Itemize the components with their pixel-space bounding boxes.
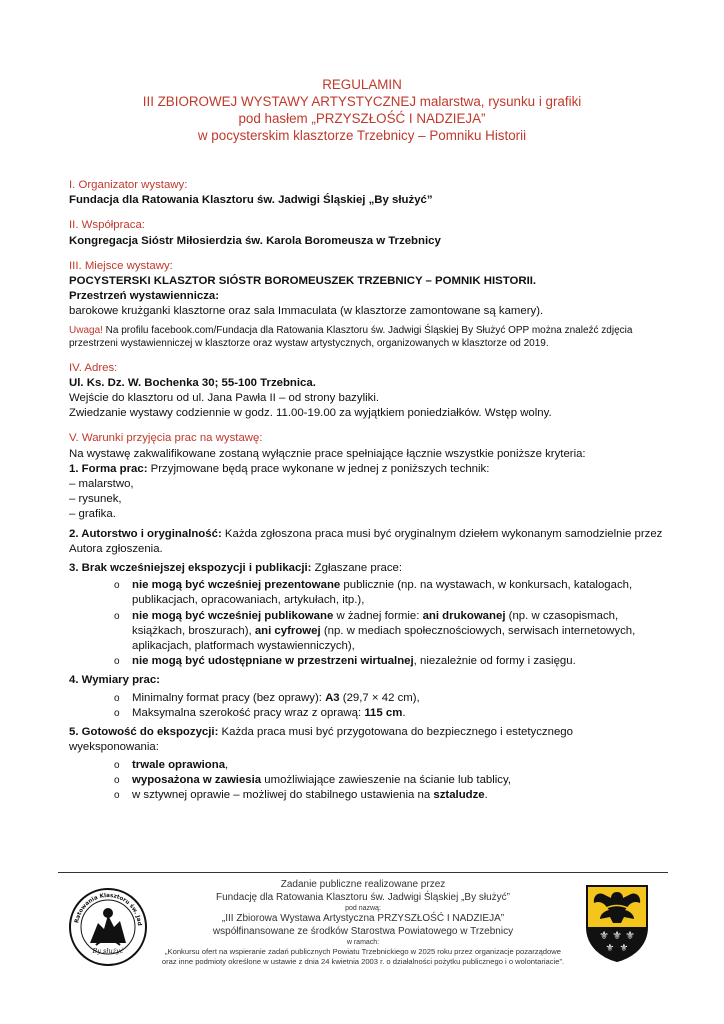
county-crest [584,883,650,963]
title-line-4: w pocysterskim klasztorze Trzebnicy – Pomniku Historii [197,128,527,143]
title-line-3: pod hasłem „PRZYSZŁOŚĆ I NADZIEJA” [238,111,486,126]
title-line-2: III ZBIOROWEJ WYSTAWY ARTYSTYCZNEJ malarstwa, rysunku i grafiki [142,94,582,109]
point-3 [69,561,665,576]
foundation-seal-icon [68,887,148,967]
list-item: o w sztywnej oprawie – możliwej do stabilnego ustawienia na sztaludze. [132,788,665,803]
funding-line-7: „Konkursu ofert na wspieranie zadań publicznych Powiatu Trzebnickiego w 2025 roku przez organizacje pozarządowe oraz inne podmioty określone w ustawie z dnia 24 kwietnia 2003 r. o działalności pożytku publicznego i o wolontariacie”. [161,947,565,966]
point-5-list [69,758,665,804]
cooperation-name: Kongregacja Sióstr Miłosierdzia św. Karola Boromeusza w Trzebnicy [69,234,441,247]
entrance-line: Wejście do klasztoru od ul. Jana Pawła II – od strony bazyliki. [69,392,380,405]
funding-footer [58,872,668,979]
point-4-label: 4. Wymiary prac: [69,674,160,687]
funding-line-3: pod nazwą: [345,905,381,912]
funding-line-4: „III Zbiorowa Wystawa Artystyczna PRZYSZŁOŚĆ I NADZIEJA” [221,913,505,924]
list-item: o nie mogą być wcześniej publikowane w żadnej formie: ani drukowanej (np. w czasopismach, książkach, broszurach), ani cyfrowej (np. w mediach społecznościowych, serwisach internetowych, aplikacjach, platformach wystawienniczych), [132,609,665,655]
note-label: Uwaga! [69,324,103,336]
svg-text:⚜: ⚜ [625,929,635,942]
point-4-list [69,691,665,721]
funding-line-5: współfinansowane ze środków Starostwa Powiatowego w Trzebnicy [212,925,514,937]
note-text: Na profilu facebook.com/Fundacja dla Ratowania Klasztoru św. Jadwigi Śląskiej By Służyć OPP można znaleźć zdjęcia przestrzeni wystawienniczej w klasztorze oraz wystaw artystycznych, organizowanych w klasztorze od 2019. [69,324,633,350]
section-1-heading: I. Organizator wystawy: [69,179,188,191]
technique-item: – malarstwo, [69,478,134,491]
list-item: o nie mogą być udostępniane w przestrzeni wirtualnej, niezależnie od formy i zasięgu. [132,654,665,669]
svg-text:Fundacja dla Ratowania Klaszto: Ratowania Klasztoru św. Jad [74,892,143,927]
technique-item: – rysunek, [69,493,122,506]
point-2 [69,527,665,557]
point-2-label: 2. Autorstwo i oryginalność: [69,527,222,540]
address-line: Ul. Ks. Dz. W. Bochenka 30; 55-100 Trzebnica. [69,376,316,389]
svg-text:⚜: ⚜ [599,929,609,942]
funding-line-6: w ramach: [346,939,380,946]
svg-text:By służyć: By służyć [92,947,124,955]
point-2-text: Każda zgłoszona praca musi być oryginalnym dziełem wykonanym samodzielnie przez Autora zgłoszenia. [69,527,663,555]
note-paragraph [69,324,665,351]
point-3-list [69,578,665,669]
exhibition-space-label: Przestrzeń wystawiennicza: [69,290,220,303]
technique-item: – grafika. [69,508,116,521]
point-1 [69,462,665,477]
list-item: o Minimalny format pracy (bez oprawy): A3 (29,7 × 42 cm), [132,691,665,706]
svg-text:⚜: ⚜ [619,943,629,954]
point-3-label: 3. Brak wcześniejszej ekspozycji i publikacji: [69,562,312,575]
conditions-intro: Na wystawę zakwalifikowane zostaną wyłącznie prace spełniające łącznie wszystkie poniższe kryteria: [69,447,586,460]
point-3-text: Zgłaszane prace: [311,562,403,575]
section-2-heading: II. Współpraca: [69,219,145,232]
svg-text:⚜: ⚜ [612,929,622,942]
point-5-label: 5. Gotowość do ekspozycji: [69,726,219,739]
point-1-text: Przyjmowane będą prace wykonane w jednej z poniższych technik: [147,462,490,475]
list-item: o wyposażona w zawiesia umożliwiające zawieszenie na ścianie lub tablicy, [132,773,665,788]
funding-line-2: Fundację dla Ratowania Klasztoru św. Jadwigi Śląskiej „By służyć” [215,891,510,903]
county-coat-of-arms-icon [584,883,650,963]
opening-hours: Zwiedzanie wystawy codziennie w godz. 11.00-19.00 za wyjątkiem poniedziałków. Wstęp wolny. [69,407,552,420]
document-title [60,76,664,144]
list-item: o trwale oprawiona, [132,758,665,773]
section-4-heading: IV. Adres: [69,361,118,374]
exhibition-place: POCYSTERSKI KLASZTOR SIÓSTR BOROMEUSZEK TRZEBNICY – POMNIK HISTORII. [69,275,537,288]
point-1-label: 1. Forma prac: [69,462,148,475]
organizer-name: Fundacja dla Ratowania Klasztoru św. Jadwigi Śląskiej „By służyć” [69,194,433,207]
point-5 [69,725,665,755]
section-3-heading: III. Miejsce wystawy: [69,259,173,272]
document-body [69,178,665,805]
funding-line-1: Zadanie publiczne realizowane przez [280,879,446,890]
list-item: o nie mogą być wcześniej prezentowane publicznie (np. na wystawach, w konkursach, katalogach, publikacjach, opracowaniach, artykułach, itp.), [132,578,665,608]
funding-info [158,879,568,966]
foundation-logo [68,887,148,967]
list-item: o Maksymalna szerokość pracy wraz z oprawą: 115 cm. [132,706,665,721]
point-5-text: Każda praca musi być przygotowana do bezpiecznego i estetycznego wyeksponowania: [69,726,573,754]
section-5-heading: V. Warunki przyjęcia prac na wystawę: [69,432,263,445]
title-line-1: REGULAMIN [322,77,402,92]
svg-text:⚜: ⚜ [605,943,615,954]
exhibition-space-text: barokowe krużganki klasztorne oraz sala Immaculata (w klasztorze zamontowane są kamery). [69,305,544,318]
